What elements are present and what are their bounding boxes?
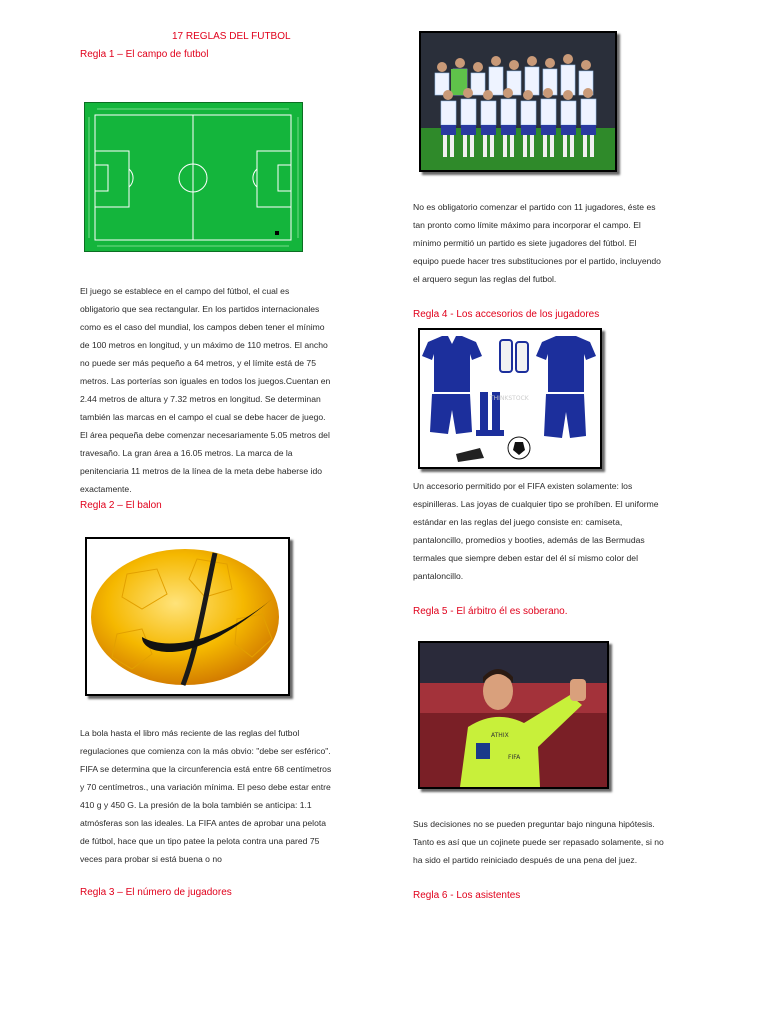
paragraph-line: FIFA se determina que la circunferencia está entre 68 centímetros <box>80 764 332 774</box>
paragraph-line: y 70 centímetros., una variación mínima. El peso debe estar entre <box>80 782 331 792</box>
document-title: 17 REGLAS DEL FUTBOL <box>172 31 291 42</box>
paragraph-line: veces para probar si está buena o no <box>80 854 222 864</box>
rule-3-heading: Regla 3 – El número de jugadores <box>80 887 232 898</box>
paragraph-line: La bola hasta el libro más reciente de las reglas del futbol <box>80 728 300 738</box>
referee-badge: FIFA <box>508 754 521 761</box>
paragraph-line: espinilleras. Las joyas de cualquier tipo se prohíben. El uniforme <box>413 499 659 509</box>
paragraph-line: equipo puede hacer tres substituciones por el partido, incluyendo <box>413 256 661 266</box>
paragraph-line: El juego se establece en el campo del fútbol, el cual es <box>80 286 290 296</box>
rule-3-paragraph <box>413 198 709 288</box>
paragraph-line: Tanto es así que un cojinete puede ser repasado solamente, si no <box>413 837 664 847</box>
ball-image <box>85 537 290 696</box>
rule-4-paragraph <box>413 477 709 585</box>
team-photo-illustration <box>421 33 615 170</box>
paragraph-line: estándar en las reglas del juego consiste en: camiseta, <box>413 517 623 527</box>
paragraph-line: ha sido el partido reiniciado después de una pena del juez. <box>413 855 638 865</box>
kit-image <box>418 328 602 469</box>
paragraph-line: obligatorio que sea rectangular. En los partidos internacionales <box>80 304 320 314</box>
paragraph-line: atmósferas son las ideales. La FIFA antes de aprobar una pelota <box>80 818 327 828</box>
paragraph-line: 410 g y 450 G. La presión de la bola también se anticipa: 1.1 <box>80 800 312 810</box>
soccer-ball-illustration <box>87 539 288 694</box>
paragraph-line: de 100 metros en longitud, y un máximo de 110 metros. El ancho <box>80 340 328 350</box>
rule-5-heading: Regla 5 - El árbitro él es soberano. <box>413 606 568 617</box>
field-lines <box>85 103 302 251</box>
paragraph-line: travesaño. La gran área a 16.05 metros. La marca de la <box>80 448 293 458</box>
paragraph-line: el arquero segun las reglas del futbol. <box>413 274 557 284</box>
paragraph-line: mínimo permitió un partido es siete jugadores del fútbol. El <box>413 238 637 248</box>
referee-illustration <box>420 643 607 787</box>
paragraph-line: tan pronto como límite máximo para incorporar el campo. El <box>413 220 641 230</box>
referee-shirt-brand: ATHIX <box>491 732 509 739</box>
paragraph-line: también las marcas en el campo el cual se debe hacer de juego. <box>80 412 326 422</box>
rule-4-heading: Regla 4 - Los accesorios de los jugadores <box>413 309 600 320</box>
paragraph-line: Un accesorio permitido por el FIFA existen solamente: los <box>413 481 633 491</box>
paragraph-line: no puede ser más pequeño a 64 metros, y el límite está de 75 <box>80 358 316 368</box>
rule-2-heading: Regla 2 – El balon <box>80 500 162 511</box>
football-field-diagram <box>84 102 303 252</box>
paragraph-line: regulaciones que comienza con la más obvio: "debe ser esférico". <box>80 746 331 756</box>
paragraph-line: de fútbol, hace que un tipo patee la pelota contra una pared 75 <box>80 836 320 846</box>
rule-5-paragraph <box>413 815 709 869</box>
kit-illustration <box>420 330 600 467</box>
paragraph-line: exactamente. <box>80 484 132 494</box>
paragraph-line: como es el caso del mundial, los campos deben tener el mínimo <box>80 322 325 332</box>
rule-6-heading: Regla 6 - Los asistentes <box>413 890 521 901</box>
paragraph-line: metros. Las porterías son iguales en todos los juegos.Cuentan en <box>80 376 331 386</box>
paragraph-line: pantaloncillo. <box>413 571 464 581</box>
paragraph-line: El área pequeña debe comenzar necesariamente 5.05 metros del <box>80 430 330 440</box>
paragraph-line: 2.44 metros de altura y 7.32 metros en longitud. Se determinan <box>80 394 321 404</box>
kit-watermark: THINKSTOCK <box>490 395 529 402</box>
rule-1-heading: Regla 1 – El campo de futbol <box>80 49 209 60</box>
rule-1-paragraph <box>80 282 370 498</box>
paragraph-line: termales que siempre deben estar del él sí mismo color del <box>413 553 638 563</box>
paragraph-line: No es obligatorio comenzar el partido con 11 jugadores, éste es <box>413 202 656 212</box>
referee-image <box>418 641 609 789</box>
paragraph-line: Sus decisiones no se pueden preguntar bajo ninguna hipótesis. <box>413 819 655 829</box>
paragraph-line: penitenciaria 11 metros de la línea de la meta debe haberse ido <box>80 466 323 476</box>
team-photo <box>419 31 617 172</box>
paragraph-line: pantaloncillo, promedios y booties, además de las Bermudas <box>413 535 645 545</box>
rule-2-paragraph <box>80 724 372 868</box>
